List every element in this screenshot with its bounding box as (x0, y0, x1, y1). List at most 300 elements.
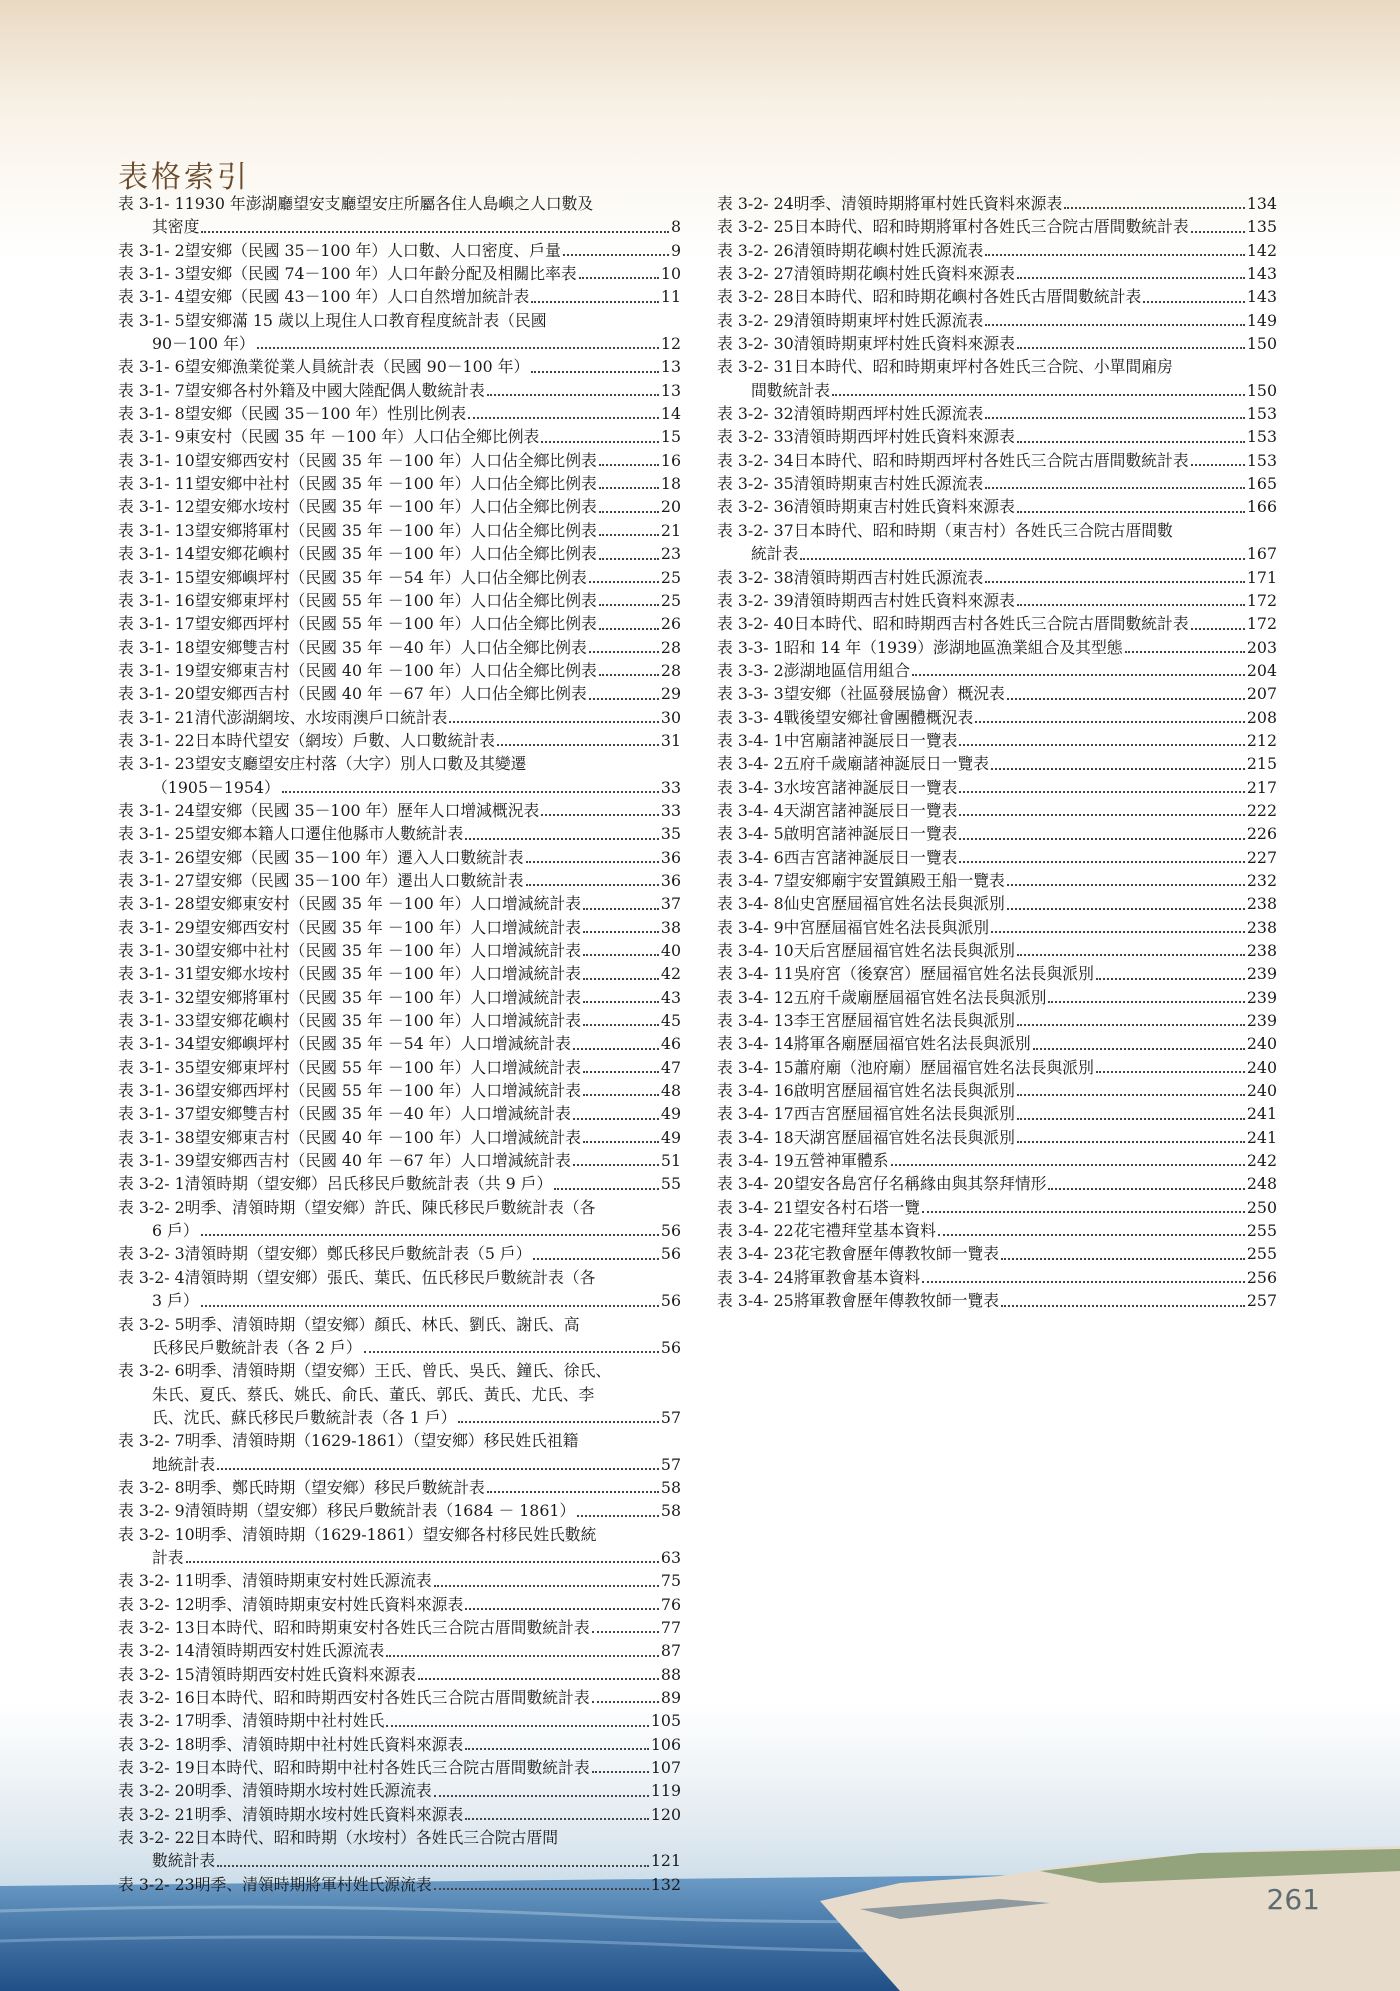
table-index-entry (118, 239, 681, 262)
leader-dots (1017, 1024, 1245, 1026)
page-ref: 47 (660, 1057, 681, 1077)
page-ref: 217 (1246, 777, 1277, 797)
table-number: 表 3-4- 2 (717, 754, 784, 774)
leader-dots (1017, 954, 1245, 956)
table-title: 望安鄉（民國 43－100 年）人口自然增加統計表 (184, 287, 530, 307)
leader-dots (1096, 978, 1245, 980)
table-title: 6 戶） (152, 1221, 199, 1241)
page-ref: 143 (1246, 287, 1277, 307)
table-title: 蕭府廟（池府廟）歷屆福官姓名法長與派別 (793, 1057, 1094, 1077)
table-index-entry (717, 706, 1277, 729)
page-ref: 250 (1246, 1197, 1277, 1217)
leader-dots (599, 464, 659, 466)
table-title: 計表 (152, 1547, 184, 1567)
table-title: 望安鄉花嶼村（民國 35 年 －100 年）人口增減統計表 (194, 1011, 581, 1031)
table-title: 望安鄉中社村（民國 35 年 －100 年）人口增減統計表 (194, 941, 581, 960)
page-ref: 227 (1246, 847, 1277, 867)
leader-dots (577, 1515, 659, 1517)
table-index-entry (118, 1756, 681, 1779)
page-ref: 15 (660, 427, 681, 447)
table-index-entry (118, 519, 681, 542)
table-title: （1905－1954） (152, 777, 280, 797)
leader-dots (1017, 1094, 1245, 1096)
leader-dots (959, 814, 1244, 816)
leader-dots (533, 1258, 658, 1260)
table-number: 表 3-1- 7 (118, 380, 185, 400)
table-number: 表 3-2- 37 (717, 520, 794, 540)
table-title: 望安鄉西安村（民國 35 年 －100 年）人口增減統計表 (194, 917, 581, 937)
table-index-entry (717, 589, 1277, 612)
leader-dots (583, 1141, 659, 1143)
table-number: 表 3-4- 14 (717, 1034, 794, 1054)
table-index-entry (118, 1639, 681, 1662)
leader-dots (201, 1305, 659, 1307)
table-title: 清領時期東吉村姓氏源流表 (793, 474, 984, 494)
table-title: 清領時期西安村姓氏資料來源表 (194, 1664, 416, 1684)
leader-dots (975, 721, 1245, 723)
leader-dots (1007, 698, 1245, 700)
page-ref: 240 (1246, 1034, 1277, 1054)
table-index-entry (118, 1873, 681, 1896)
entry-line (717, 379, 1277, 402)
table-number: 表 3-1- 24 (118, 800, 195, 820)
leader-dots (985, 417, 1245, 419)
page-ref: 28 (660, 637, 681, 657)
table-title: 將軍教會歷年傳教牧師一覽表 (793, 1291, 1000, 1311)
table-title: 啟明宮歷屆福官姓名法長與派別 (793, 1081, 1015, 1101)
table-index-entry (717, 1242, 1277, 1265)
page-title: 表格索引 (118, 160, 250, 195)
page-ref: 12 (660, 334, 681, 354)
page-ref: 239 (1246, 964, 1277, 984)
leader-dots (554, 1188, 659, 1190)
table-index-entry (717, 962, 1277, 985)
leader-dots (583, 1094, 659, 1096)
leader-dots (1017, 1118, 1245, 1120)
table-index-entry (717, 285, 1277, 308)
table-index-entry (717, 309, 1277, 332)
table-number: 表 3-4- 1 (717, 730, 784, 750)
table-number: 表 3-2- 36 (717, 497, 794, 517)
leader-dots (434, 1795, 649, 1797)
page-ref: 207 (1246, 684, 1277, 704)
page-ref: 167 (1246, 544, 1277, 564)
table-title: 氏、沈氏、蘇氏移民戶數統計表（各 1 戶） (152, 1407, 457, 1427)
leader-dots (1048, 1001, 1244, 1003)
page-ref: 149 (1246, 310, 1277, 330)
leader-dots (985, 581, 1245, 583)
table-title: 清領時期花嶼村姓氏源流表 (793, 240, 984, 260)
page-ref: 242 (1246, 1151, 1277, 1171)
table-index-entry (118, 1149, 681, 1172)
table-title: 望安鄉西坪村（民國 55 年 －100 年）人口增減統計表 (194, 1081, 581, 1101)
table-number: 表 3-1- 13 (118, 520, 195, 540)
table-number: 表 3-2- 21 (118, 1804, 195, 1824)
leader-dots (465, 1818, 649, 1820)
page-ref: 132 (650, 1874, 681, 1894)
table-index-entry (118, 1126, 681, 1149)
table-index-entry (717, 449, 1277, 472)
leader-dots (1007, 908, 1245, 910)
table-number: 表 3-1- 25 (118, 824, 195, 844)
table-index-entry (717, 799, 1277, 822)
table-title: 望安鄉嶼坪村（民國 35 年 －54 年）人口增減統計表 (194, 1034, 571, 1054)
page-ref: 226 (1246, 824, 1277, 844)
page-ref: 48 (660, 1081, 681, 1101)
table-title: 西吉宮諸神誕辰日一覽表 (783, 847, 958, 867)
table-index-entry (717, 636, 1277, 659)
table-title: 望安鄉雙吉村（民國 35 年 －40 年）人口增減統計表 (194, 1104, 571, 1124)
table-number: 表 3-2- 35 (717, 474, 794, 494)
table-index-entry (118, 612, 681, 635)
table-title: 望安鄉（民國 74－100 年）人口年齡分配及相關比率表 (184, 264, 577, 284)
table-index-entry (717, 1266, 1277, 1289)
table-index-entry (717, 1079, 1277, 1102)
leader-dots (257, 347, 659, 349)
table-index-entry (118, 425, 681, 448)
leader-dots (487, 394, 659, 396)
table-index-entry (118, 1359, 681, 1429)
table-number: 表 3-1- 1 (118, 194, 185, 213)
table-title: 望安鄉東坪村（民國 55 年 －100 年）人口佔全鄉比例表 (194, 590, 597, 610)
table-index-entry (118, 1523, 681, 1570)
table-number: 表 3-4- 16 (717, 1081, 794, 1101)
table-index-entry (717, 916, 1277, 939)
leader-dots (541, 814, 659, 816)
leader-dots (1017, 1141, 1245, 1143)
table-number: 表 3-1- 31 (118, 964, 195, 984)
table-index-entry (118, 1663, 681, 1686)
table-index-entry (118, 1009, 681, 1032)
page-ref: 36 (660, 847, 681, 867)
leader-dots (573, 1118, 659, 1120)
page-ref: 37 (660, 894, 681, 914)
entry-line (118, 1196, 681, 1219)
leader-dots (217, 1865, 649, 1867)
table-index-entry (118, 1569, 681, 1592)
leader-dots (465, 1748, 649, 1750)
leader-dots (599, 628, 659, 630)
table-title: 啟明宮諸神誕辰日一覽表 (783, 824, 958, 844)
table-index-entry (118, 636, 681, 659)
table-index-entry (118, 449, 681, 472)
table-number: 表 3-4- 21 (717, 1197, 794, 1217)
table-number: 表 3-1- 14 (118, 544, 195, 564)
table-number: 表 3-2- 19 (118, 1758, 195, 1778)
table-title: 戰後望安鄉社會團體概況表 (783, 707, 974, 727)
page-ref: 58 (660, 1477, 681, 1497)
table-title: 五府千歲廟諸神誕辰日一覽表 (783, 754, 990, 774)
table-number: 表 3-4- 12 (717, 987, 794, 1007)
page-ref: 241 (1246, 1104, 1277, 1124)
page-ref: 56 (660, 1337, 681, 1357)
page-ref: 21 (660, 520, 681, 540)
table-title: 望安鄉東坪村（民國 55 年 －100 年）人口增減統計表 (194, 1057, 581, 1077)
table-number: 表 3-1- 4 (118, 287, 185, 307)
table-index-entry (717, 682, 1277, 705)
table-index-entry (717, 1102, 1277, 1125)
table-title: 吳府宮（後寮宮）歷屆福官姓名法長與派別 (793, 964, 1094, 984)
page-ref: 232 (1246, 870, 1277, 890)
table-title: 將軍教會基本資料 (793, 1267, 921, 1287)
page-ref: 203 (1246, 637, 1277, 657)
leader-dots (922, 1211, 1245, 1213)
table-index-entry (118, 1616, 681, 1639)
table-index-right-column (717, 192, 1277, 1313)
table-index-entry (717, 1219, 1277, 1242)
table-number: 表 3-4- 19 (717, 1151, 794, 1171)
table-title: 花宅禮拜堂基本資料 (793, 1221, 936, 1241)
page-ref: 46 (660, 1034, 681, 1054)
leader-dots (599, 487, 659, 489)
leader-dots (1017, 277, 1245, 279)
table-index-entry (118, 1266, 681, 1313)
leader-dots (186, 1561, 659, 1563)
table-number: 表 3-3- 1 (717, 637, 784, 657)
table-number: 表 3-1- 2 (118, 240, 185, 260)
table-index-entry (118, 939, 681, 962)
table-index-entry (118, 1172, 681, 1195)
table-title: 日本時代望安（網垵）戶數、人口數統計表 (194, 730, 495, 750)
table-index-entry (717, 1056, 1277, 1079)
table-number: 表 3-4- 24 (717, 1267, 794, 1287)
table-number: 表 3-2- 16 (118, 1688, 195, 1707)
table-index-entry (118, 1709, 681, 1732)
table-title: 望安鄉東吉村（民國 40 年 －100 年）人口佔全鄉比例表 (194, 660, 597, 680)
page-ref: 56 (660, 1244, 681, 1264)
table-title: 明季、清領時期（望安鄉）許氏、陳氏移民戶數統計表（各 (184, 1197, 596, 1217)
table-index-left-column (118, 192, 681, 1896)
table-number: 表 3-2- 25 (717, 217, 794, 237)
leader-dots (991, 931, 1245, 933)
table-title: 清領時期西安村姓氏源流表 (194, 1641, 385, 1661)
table-number: 表 3-4- 4 (717, 800, 784, 820)
page-ref: 29 (660, 684, 681, 704)
page-ref: 239 (1246, 1011, 1277, 1031)
table-number: 表 3-2- 28 (717, 287, 794, 307)
table-number: 表 3-4- 17 (717, 1104, 794, 1124)
table-index-entry (717, 239, 1277, 262)
table-title: 清領時期西吉村姓氏資料來源表 (793, 590, 1015, 610)
table-index-entry (717, 262, 1277, 285)
entry-line (118, 1266, 681, 1289)
entry-line (118, 1313, 681, 1336)
table-index-entry (118, 1429, 681, 1476)
table-index-entry (717, 776, 1277, 799)
table-title: 中宮廟諸神誕辰日一覽表 (783, 730, 958, 750)
page-ref: 165 (1246, 474, 1277, 494)
leader-dots (1017, 604, 1245, 606)
page-ref: 89 (660, 1688, 681, 1707)
page-ref: 57 (660, 1407, 681, 1427)
table-number: 表 3-2- 29 (717, 310, 794, 330)
entry-line (118, 1336, 681, 1359)
leader-dots (1191, 231, 1245, 233)
page-ref: 106 (650, 1734, 681, 1754)
entry-line (118, 1383, 681, 1406)
page-ref: 153 (1246, 404, 1277, 424)
leader-dots (282, 791, 659, 793)
table-index-entry (118, 986, 681, 1009)
leader-dots (573, 1048, 659, 1050)
table-number: 表 3-2- 12 (118, 1594, 195, 1614)
page-ref: 142 (1246, 240, 1277, 260)
table-number: 表 3-1- 21 (118, 707, 195, 727)
table-number: 表 3-1- 15 (118, 567, 195, 587)
table-number: 表 3-4- 15 (717, 1057, 794, 1077)
table-title: 澎湖地區信用組合 (783, 660, 911, 680)
table-title: 天后宮歷屆福官姓名法長與派別 (793, 941, 1015, 960)
table-number: 表 3-4- 10 (717, 941, 794, 960)
table-number: 表 3-1- 37 (118, 1104, 195, 1124)
table-title: 望安鄉花嶼村（民國 35 年 －100 年）人口佔全鄉比例表 (194, 544, 597, 564)
table-number: 表 3-4- 22 (717, 1221, 794, 1241)
table-index-entry (118, 659, 681, 682)
table-number: 表 3-2- 34 (717, 450, 794, 470)
page-ref: 208 (1246, 707, 1277, 727)
page-ref: 23 (660, 544, 681, 564)
leader-dots (959, 838, 1244, 840)
table-number: 表 3-2- 33 (717, 427, 794, 447)
entry-line (717, 542, 1277, 565)
page-ref: 87 (660, 1641, 681, 1661)
table-title: 望安鄉嶼坪村（民國 35 年 －54 年）人口佔全鄉比例表 (194, 567, 587, 587)
table-number: 表 3-2- 13 (118, 1617, 195, 1637)
table-index-entry (118, 1803, 681, 1826)
table-title: 3 戶） (152, 1291, 199, 1311)
leader-dots (938, 1234, 1245, 1236)
leader-dots (959, 861, 1244, 863)
table-index-entry (118, 916, 681, 939)
leader-dots (563, 254, 669, 256)
table-title: 明季、清領時期東安村姓氏源流表 (194, 1571, 432, 1591)
leader-dots (589, 698, 659, 700)
table-title: 1930 年澎湖廳望安支廳望安庄所屬各住人島嶼之人口數及 (184, 194, 594, 213)
page-ref: 33 (660, 800, 681, 820)
leader-dots (1007, 884, 1245, 886)
table-number: 表 3-1- 32 (118, 987, 195, 1007)
page-ref: 57 (660, 1454, 681, 1474)
page-ref: 76 (660, 1594, 681, 1614)
page-ref: 30 (660, 707, 681, 727)
leader-dots (201, 231, 669, 233)
entry-line (118, 1289, 681, 1312)
table-number: 表 3-1- 30 (118, 941, 195, 960)
table-number: 表 3-2- 30 (717, 334, 794, 354)
leader-dots (1191, 464, 1245, 466)
table-title: 昭和 14 年（1939）澎湖地區漁業組合及其型態 (783, 637, 1123, 657)
leader-dots (1096, 1071, 1245, 1073)
leader-dots (922, 1281, 1245, 1283)
leader-dots (589, 651, 659, 653)
table-index-entry (717, 752, 1277, 775)
table-title: 明季、清領時期（望安鄉）王氏、曾氏、吳氏、鐘氏、徐氏、 (184, 1361, 612, 1381)
table-number: 表 3-1- 33 (118, 1011, 195, 1031)
table-title: 東安村（民國 35 年 －100 年）人口佔全鄉比例表 (184, 427, 540, 447)
leader-dots (985, 487, 1245, 489)
page-ref: 26 (660, 614, 681, 634)
table-index-entry (118, 1733, 681, 1756)
table-number: 表 3-4- 6 (717, 847, 784, 867)
table-title: 望安鄉將軍村（民國 35 年 －100 年）人口佔全鄉比例表 (194, 520, 597, 540)
table-title: 五府千歲廟歷屆福官姓名法長與派別 (793, 987, 1047, 1007)
table-index-entry (118, 1102, 681, 1125)
leader-dots (531, 301, 659, 303)
leader-dots (599, 558, 659, 560)
page-ref: 143 (1246, 264, 1277, 284)
table-title: 清領時期（望安鄉）移民戶數統計表（1684 － 1861） (184, 1501, 576, 1521)
leader-dots (592, 1631, 659, 1633)
page-ref: 25 (660, 590, 681, 610)
leader-dots (497, 744, 659, 746)
table-title: 清領時期西吉村姓氏源流表 (793, 567, 984, 587)
leader-dots (418, 1678, 659, 1680)
page-ref: 43 (660, 987, 681, 1007)
table-title: 望安鄉東安村（民國 35 年 －100 年）人口增減統計表 (194, 894, 581, 914)
table-index-entry (118, 1313, 681, 1360)
leader-dots (583, 954, 659, 956)
page-ref: 239 (1246, 987, 1277, 1007)
leader-dots (1143, 301, 1245, 303)
table-title: 望安鄉東吉村（民國 40 年 －100 年）人口增減統計表 (194, 1127, 581, 1147)
table-number: 表 3-2- 3 (118, 1244, 185, 1264)
page-ref: 38 (660, 917, 681, 937)
table-index-entry (118, 1686, 681, 1709)
table-title: 明季、鄭氏時期（望安鄉）移民戶數統計表 (184, 1477, 485, 1497)
page-ref: 11 (660, 287, 681, 307)
table-number: 表 3-1- 11 (118, 474, 195, 494)
leader-dots (434, 1585, 659, 1587)
page-ref: 150 (1246, 380, 1277, 400)
page-ref: 63 (660, 1547, 681, 1567)
table-number: 表 3-4- 13 (717, 1011, 794, 1031)
entry-line (118, 309, 681, 332)
table-number: 表 3-1- 36 (118, 1081, 195, 1101)
leader-dots (1001, 1305, 1245, 1307)
table-number: 表 3-1- 29 (118, 917, 195, 937)
table-index-entry (118, 962, 681, 985)
page-ref: 42 (660, 964, 681, 984)
table-title: 望安各村石塔一覽 (793, 1197, 921, 1217)
page-ref: 55 (660, 1174, 681, 1194)
leader-dots (985, 254, 1245, 256)
page-ref: 257 (1246, 1291, 1277, 1311)
leader-dots (599, 511, 659, 513)
table-title: 望安鄉（民國 35－100 年）遷出人口數統計表 (194, 870, 524, 890)
page-ref: 9 (670, 240, 681, 260)
leader-dots (201, 1234, 659, 1236)
table-index-entry (717, 192, 1277, 215)
page-ref: 255 (1246, 1221, 1277, 1241)
leader-dots (465, 838, 659, 840)
table-index-entry (717, 355, 1277, 402)
leader-dots (589, 581, 659, 583)
table-number: 表 3-1- 27 (118, 870, 195, 890)
leader-dots (912, 674, 1245, 676)
table-title: 明季、清領時期（1629-1861）望安鄉各村移民姓氏數統 (194, 1524, 597, 1544)
table-title: 明季、清領時期中社村姓氏 (194, 1711, 385, 1731)
table-index-entry (118, 1499, 681, 1522)
entry-line (118, 776, 681, 799)
page-ref: 119 (650, 1781, 681, 1801)
table-title: 中宮歷屆福官姓名法長與派別 (783, 917, 990, 937)
table-index-entry (118, 869, 681, 892)
table-index-entry (717, 1289, 1277, 1312)
table-number: 表 3-4- 8 (717, 894, 784, 914)
leader-dots (1048, 1188, 1244, 1190)
table-number: 表 3-1- 26 (118, 847, 195, 867)
table-title: 五營神軍體系 (793, 1151, 889, 1171)
